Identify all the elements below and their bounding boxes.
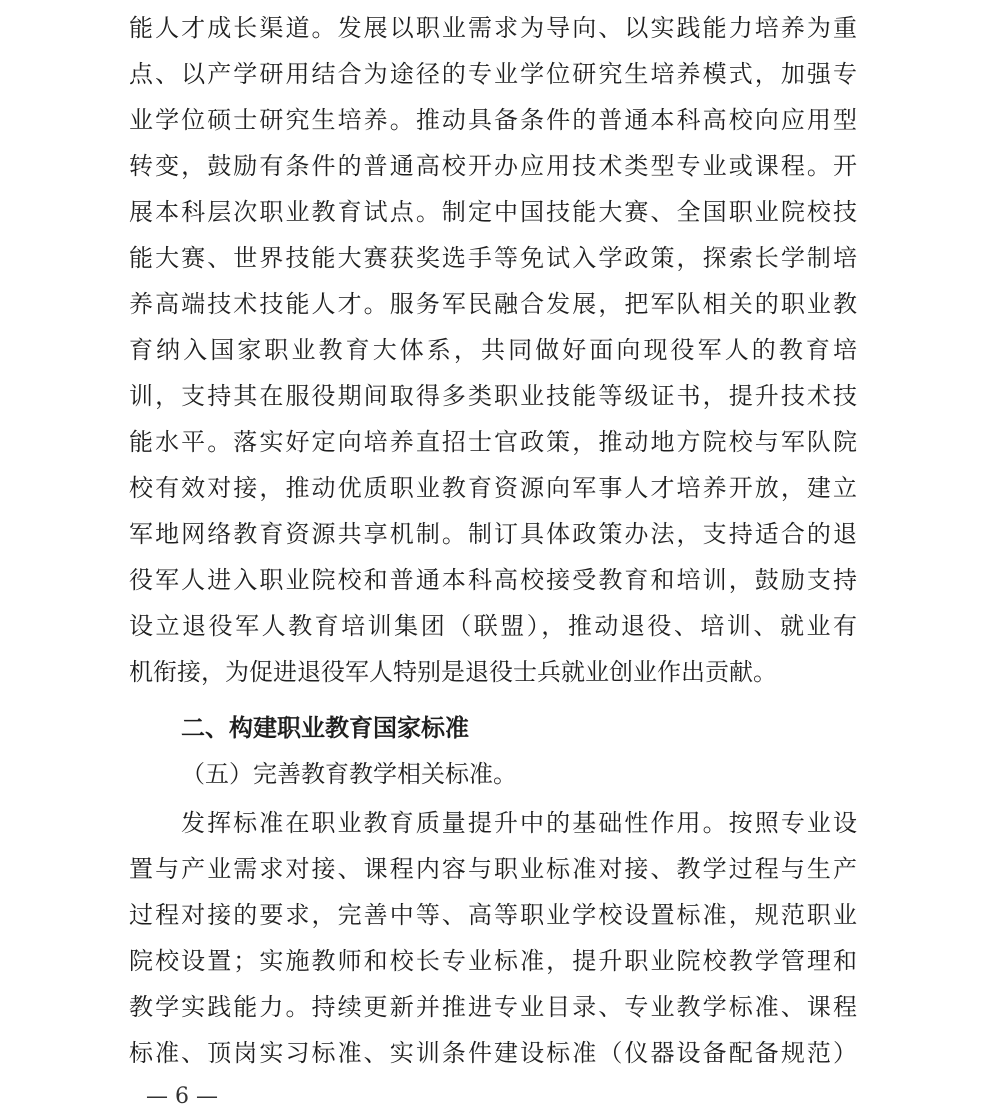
text-line: 过程对接的要求，完善中等、高等职业学校设置标准，规范职业: [129, 901, 857, 929]
text-line: 转变，鼓励有条件的普通高校开办应用技术类型专业或课程。开: [129, 152, 857, 180]
page-number: — 6 —: [146, 1084, 218, 1109]
text-line: 育纳入国家职业教育大体系，共同做好面向现役军人的教育培: [129, 336, 857, 364]
text-line: 机衔接，为促进退役军人特别是退役士兵就业创业作出贡献。: [129, 658, 777, 686]
text-line: 能大赛、世界技能大赛获奖选手等免试入学政策，探索长学制培: [129, 244, 857, 272]
subsection-heading: （五）完善教育教学相关标准。: [181, 760, 517, 788]
text-line: 军地网络教育资源共享机制。制订具体政策办法，支持适合的退: [129, 520, 857, 548]
text-line: 点、以产学研用结合为途径的专业学位研究生培养模式，加强专: [129, 60, 857, 88]
text-line: 业学位硕士研究生培养。推动具备条件的普通本科高校向应用型: [129, 106, 857, 134]
text-line: 院校设置；实施教师和校长专业标准，提升职业院校教学管理和: [129, 947, 857, 975]
text-line: 标准、顶岗实习标准、实训条件建设标准（仪器设备配备规范）: [129, 1039, 857, 1067]
text-line: 能水平。落实好定向培养直招士官政策，推动地方院校与军队院: [129, 428, 857, 456]
text-line: 养高端技术技能人才。服务军民融合发展，把军队相关的职业教: [129, 290, 857, 318]
section-heading: 二、构建职业教育国家标准: [181, 714, 469, 742]
text-line: 发挥标准在职业教育质量提升中的基础性作用。按照专业设: [181, 809, 857, 837]
text-line: 设立退役军人教育培训集团（联盟），推动退役、培训、就业有: [129, 612, 857, 640]
text-line: 校有效对接，推动优质职业教育资源向军事人才培养开放，建立: [129, 474, 857, 502]
text-line: 展本科层次职业教育试点。制定中国技能大赛、全国职业院校技: [129, 198, 857, 226]
text-line: 能人才成长渠道。发展以职业需求为导向、以实践能力培养为重: [129, 14, 857, 42]
text-line: 教学实践能力。持续更新并推进专业目录、专业教学标准、课程: [129, 993, 857, 1021]
text-line: 置与产业需求对接、课程内容与职业标准对接、教学过程与生产: [129, 855, 857, 883]
text-line: 役军人进入职业院校和普通本科高校接受教育和培训，鼓励支持: [129, 566, 857, 594]
text-line: 训，支持其在服役期间取得多类职业技能等级证书，提升技术技: [129, 382, 857, 410]
